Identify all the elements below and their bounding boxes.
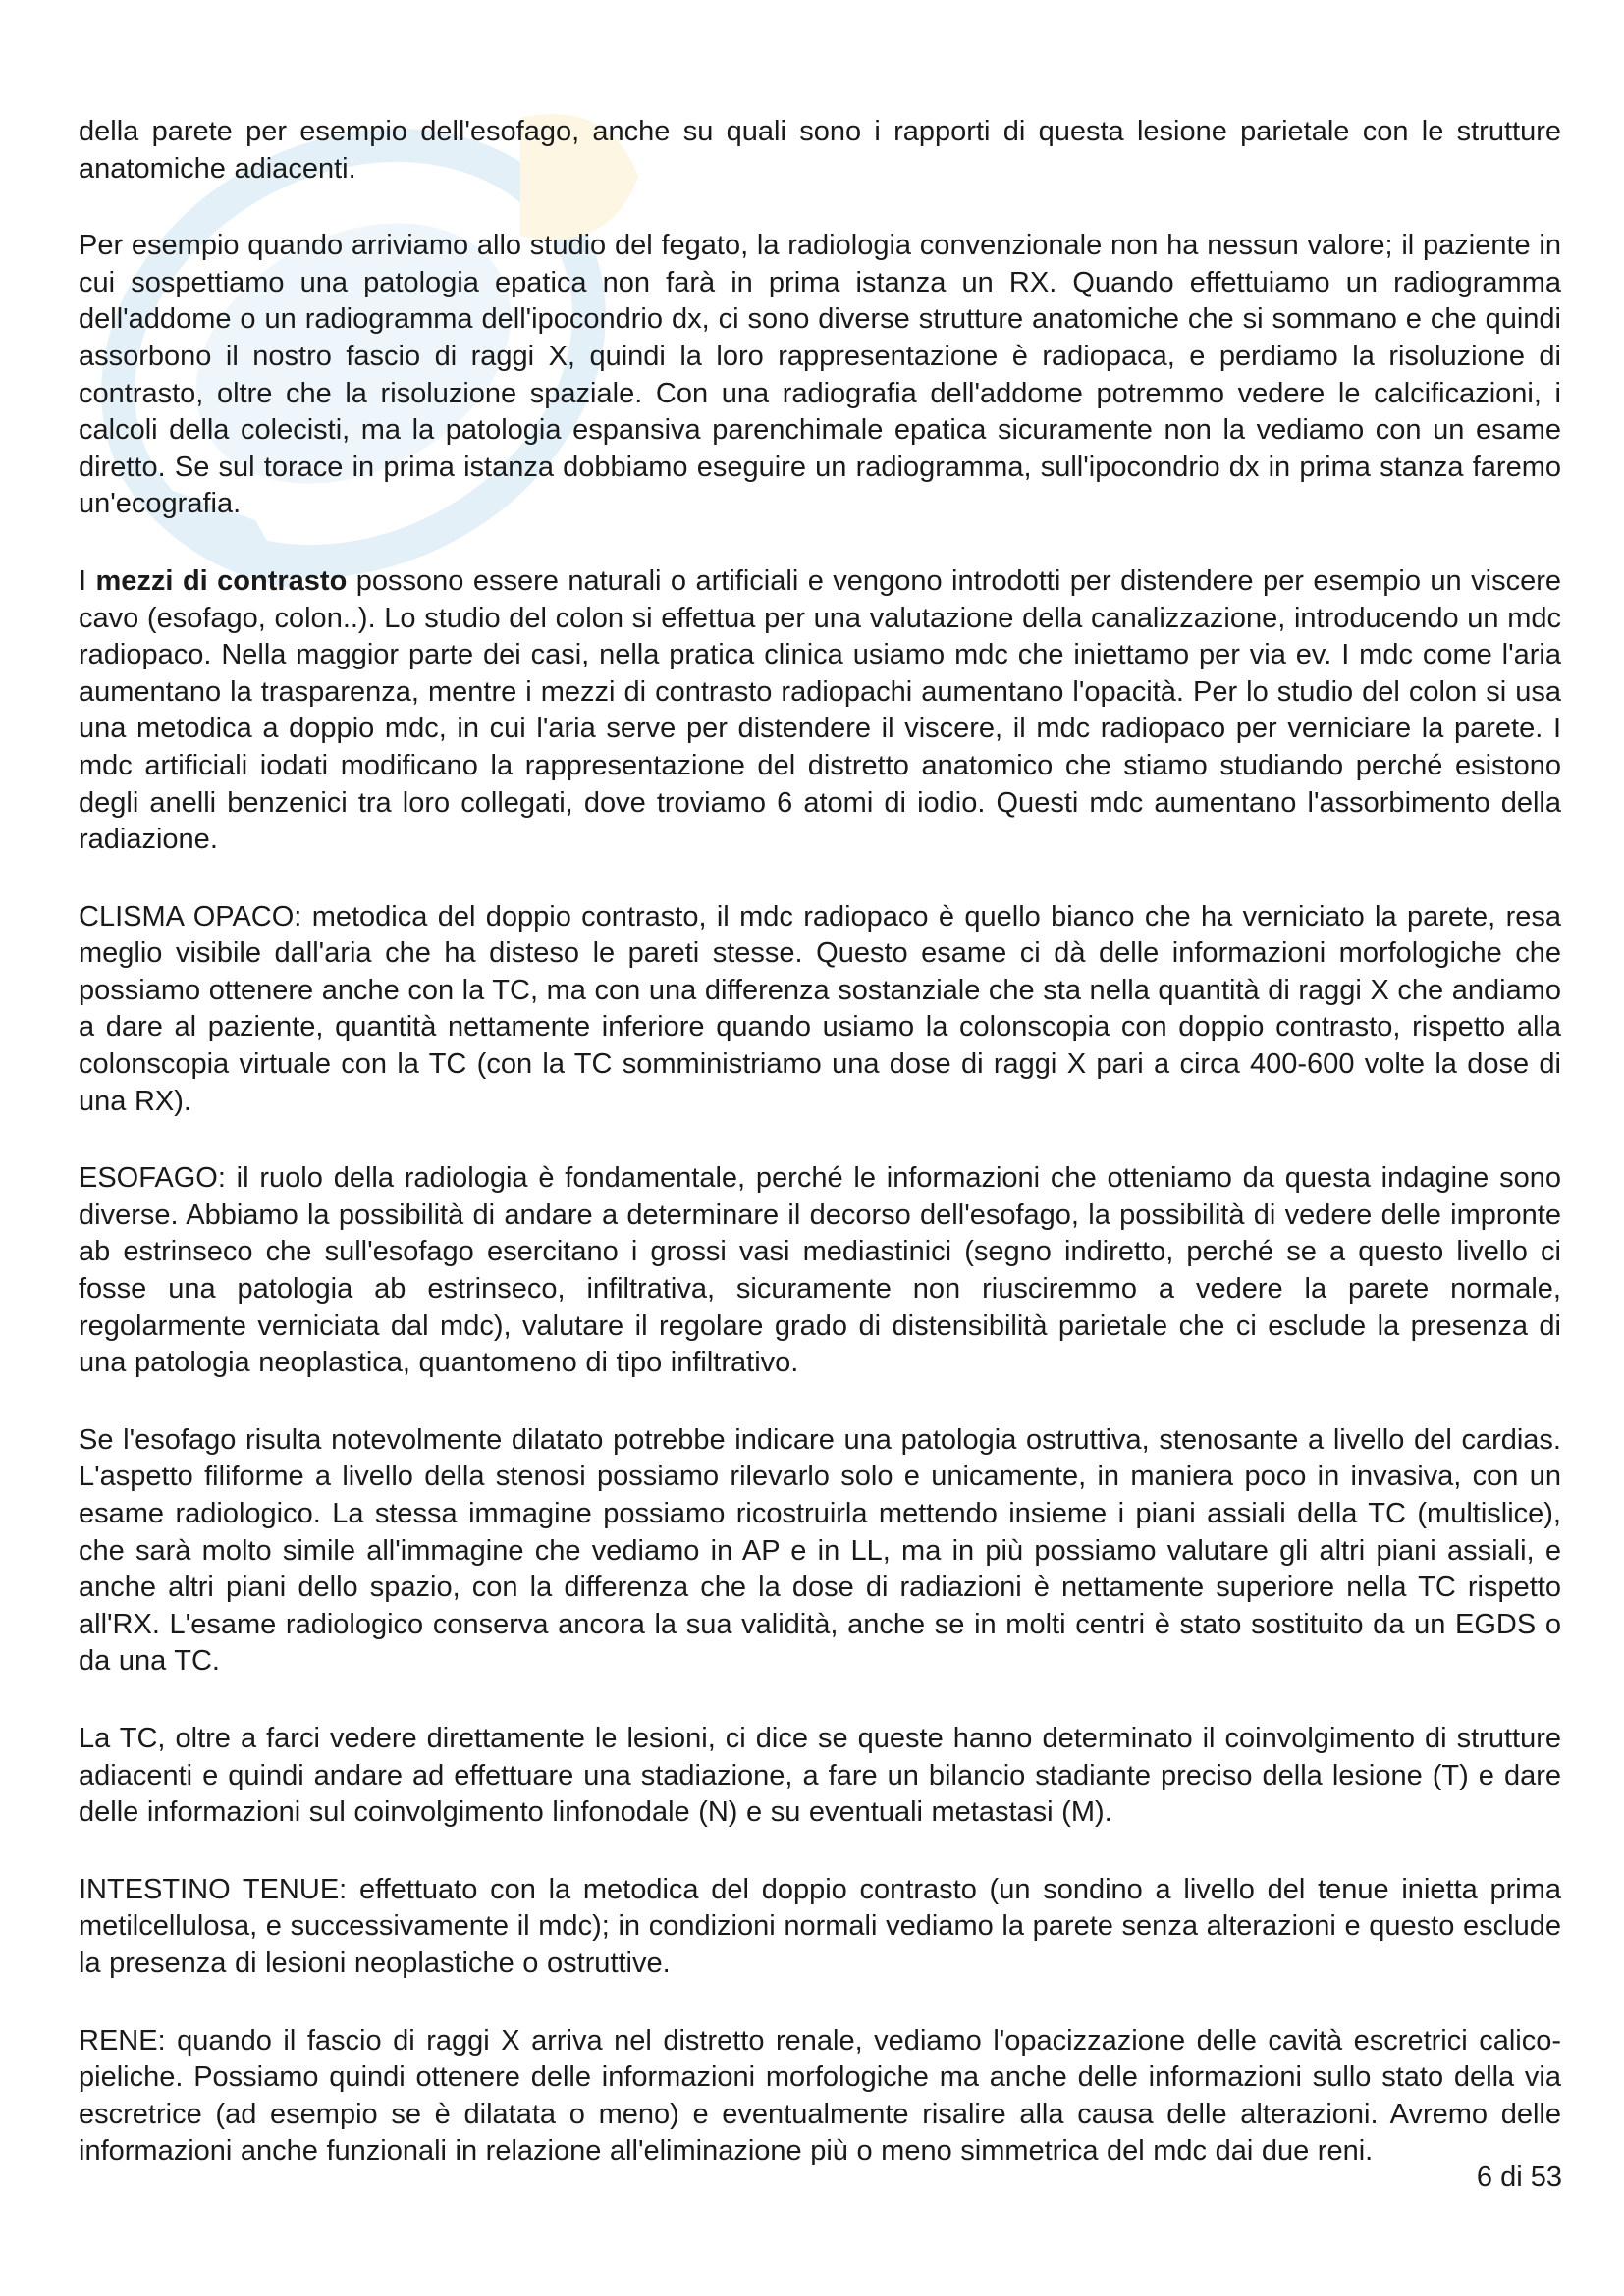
paragraph-prefix: I — [79, 564, 96, 597]
paragraph-esofago-dilatato — [79, 1422, 1561, 1681]
paragraph-text: RENE: quando il fascio di raggi X arriva nel distretto renale, vediamo l'opacizzazione delle cavità escretrici calico-pieliche. Possiamo quindi ottenere delle informazioni morfologiche ma anche delle informazioni sullo stato della via escretrice (ad esempio se è dilatata o meno) e eventualmente risalire alla causa delle alterazioni. Avremo delle informazioni anche funzionali in relazione all'eliminazione più o meno simmetrica del mdc dai due reni. — [79, 2024, 1561, 2167]
paragraph-liver-study — [79, 228, 1561, 523]
paragraph-text: Se l'esofago risulta notevolmente dilatato potrebbe indicare una patologia ostruttiva, stenosante a livello del cardias. L'aspetto filiforme a livello della stenosi possiamo rilevarlo solo e unicamente, in maniera poco in invasiva, con un esame radiologico. La stessa immagine possiamo ricostruirla mettendo insieme i piani assiali della TC (multislice), che sarà molto simile all'immagine che vediamo in AP e in LL, ma in più possiamo valutare gli altri piani assiali, e anche altri piani dello spazio, con la differenza che la dose di radiazioni è nettamente superiore nella TC rispetto all'RX. L'esame radiologico conserva ancora la sua validità, anche se in molti centri è stato sostituito da un EGDS o da una TC. — [79, 1423, 1561, 1678]
paragraph-bold-term: mezzi di contrasto — [95, 564, 348, 597]
paragraph-text: possono essere naturali o artificiali e vengono introdotti per distendere per esempio un viscere cavo (esofago, colon..). Lo studio del colon si effettua per una valutazione della canalizzazione, introducendo un mdc radiopaco. Nella maggior parte dei casi, nella pratica clinica usiamo mdc che iniettamo per via ev. I mdc come l'aria aumentano la trasparenza, mentre i mezzi di contrasto radiopachi aumentano l'opacità. Per lo studio del colon si usa una metodica a doppio mdc, in cui l'aria serve per distendere il viscere, il mdc radiopaco per verniciare la parete. I mdc artificiali iodati modificano la rappresentazione del distretto anatomico che stiamo studiando perché esistono degli anelli benzenici tra loro collegati, dove troviamo 6 atomi di iodio. Questi mdc aumentano l'assorbimento della radiazione. — [79, 564, 1561, 856]
paragraph-text: Per esempio quando arriviamo allo studio del fegato, la radiologia convenzionale non ha nessun valore; il paziente in cui sospettiamo una patologia epatica non farà in prima istanza un RX. Quando effettuiamo un radiogramma dell'addome o un radiogramma dell'ipocondrio dx, ci sono diverse strutture anatomiche che si sommano e che quindi assorbono il nostro fascio di raggi X, quindi la loro rappresentazione è radiopaca, e perdiamo la risoluzione di contrasto, oltre che la risoluzione spaziale. Con una radiografia dell'addome potremmo vedere le calcificazioni, i calcoli della colecisti, ma la patologia espansiva parenchimale epatica sicuramente non la vediamo con un esame diretto. Se sul torace in prima istanza dobbiamo eseguire un radiogramma, sull'ipocondrio dx in prima stanza faremo un'ecografia. — [79, 230, 1561, 520]
paragraph-rene — [79, 2023, 1561, 2170]
paragraph-tc — [79, 1721, 1561, 1832]
page-number: 6 di 53 — [1476, 2162, 1562, 2193]
paragraph-contrast-media — [79, 563, 1561, 859]
paragraph-text: ESOFAGO: il ruolo della radiologia è fondamentale, perché le informazioni che otteniamo da questa indagine sono diverse. Abbiamo la possibilità di andare a determinare il decorso dell'esofago, la possibilità di vedere delle impronte ab estrinseco che sull'esofago esercitano i grossi vasi mediastinici (segno indiretto, perché se a questo livello ci fosse una patologia ab estrinseco, infiltrativa, sicuramente non riusciremmo a vedere la parete normale, regolarmente verniciata dal mdc), valutare il regolare grado di distensibilità parietale che ci esclude la presenza di una patologia neoplastica, quantomeno di tipo infiltrativo. — [79, 1162, 1561, 1379]
paragraph-esofago — [79, 1160, 1561, 1382]
document-body — [79, 114, 1561, 2211]
paragraph-clisma-opaco — [79, 899, 1561, 1121]
paragraph-text: INTESTINO TENUE: effettuato con la metodica del doppio contrasto (un sondino a livello del tenue inietta prima metilcellulosa, e successivamente il mdc); in condizioni normali vediamo la parete senza alterazioni e questo esclude la presenza di lesioni neoplastiche o ostruttive. — [79, 1873, 1561, 1979]
paragraph-text: della parete per esempio dell'esofago, anche su quali sono i rapporti di questa lesione parietale con le strutture anatomiche adiacenti. — [79, 116, 1561, 185]
paragraph-text: La TC, oltre a farci vedere direttamente le lesioni, ci dice se queste hanno determinato il coinvolgimento di strutture adiacenti e quindi andare ad effettuare una stadiazione, a fare un bilancio stadiante preciso della lesione (T) e dare delle informazioni sul coinvolgimento linfonodale (N) e su eventuali metastasi (M). — [79, 1722, 1561, 1829]
paragraph-intestino-tenue — [79, 1872, 1561, 1983]
paragraph-text: CLISMA OPACO: metodica del doppio contrasto, il mdc radiopaco è quello bianco che ha verniciato la parete, resa meglio visibile dall'aria che ha disteso le pareti stesse. Questo esame ci dà delle informazioni morfologiche che possiamo ottenere anche con la TC, ma con una differenza sostanziale che sta nella quantità di raggi X che andiamo a dare al paziente, quantità nettamente inferiore quando usiamo la colonscopia con doppio contrasto, rispetto alla colonscopia virtuale con la TC (con la TC somministriamo una dose di raggi X pari a circa 400-600 volte la dose di una RX). — [79, 900, 1561, 1117]
paragraph-wall-continuation — [79, 114, 1561, 187]
